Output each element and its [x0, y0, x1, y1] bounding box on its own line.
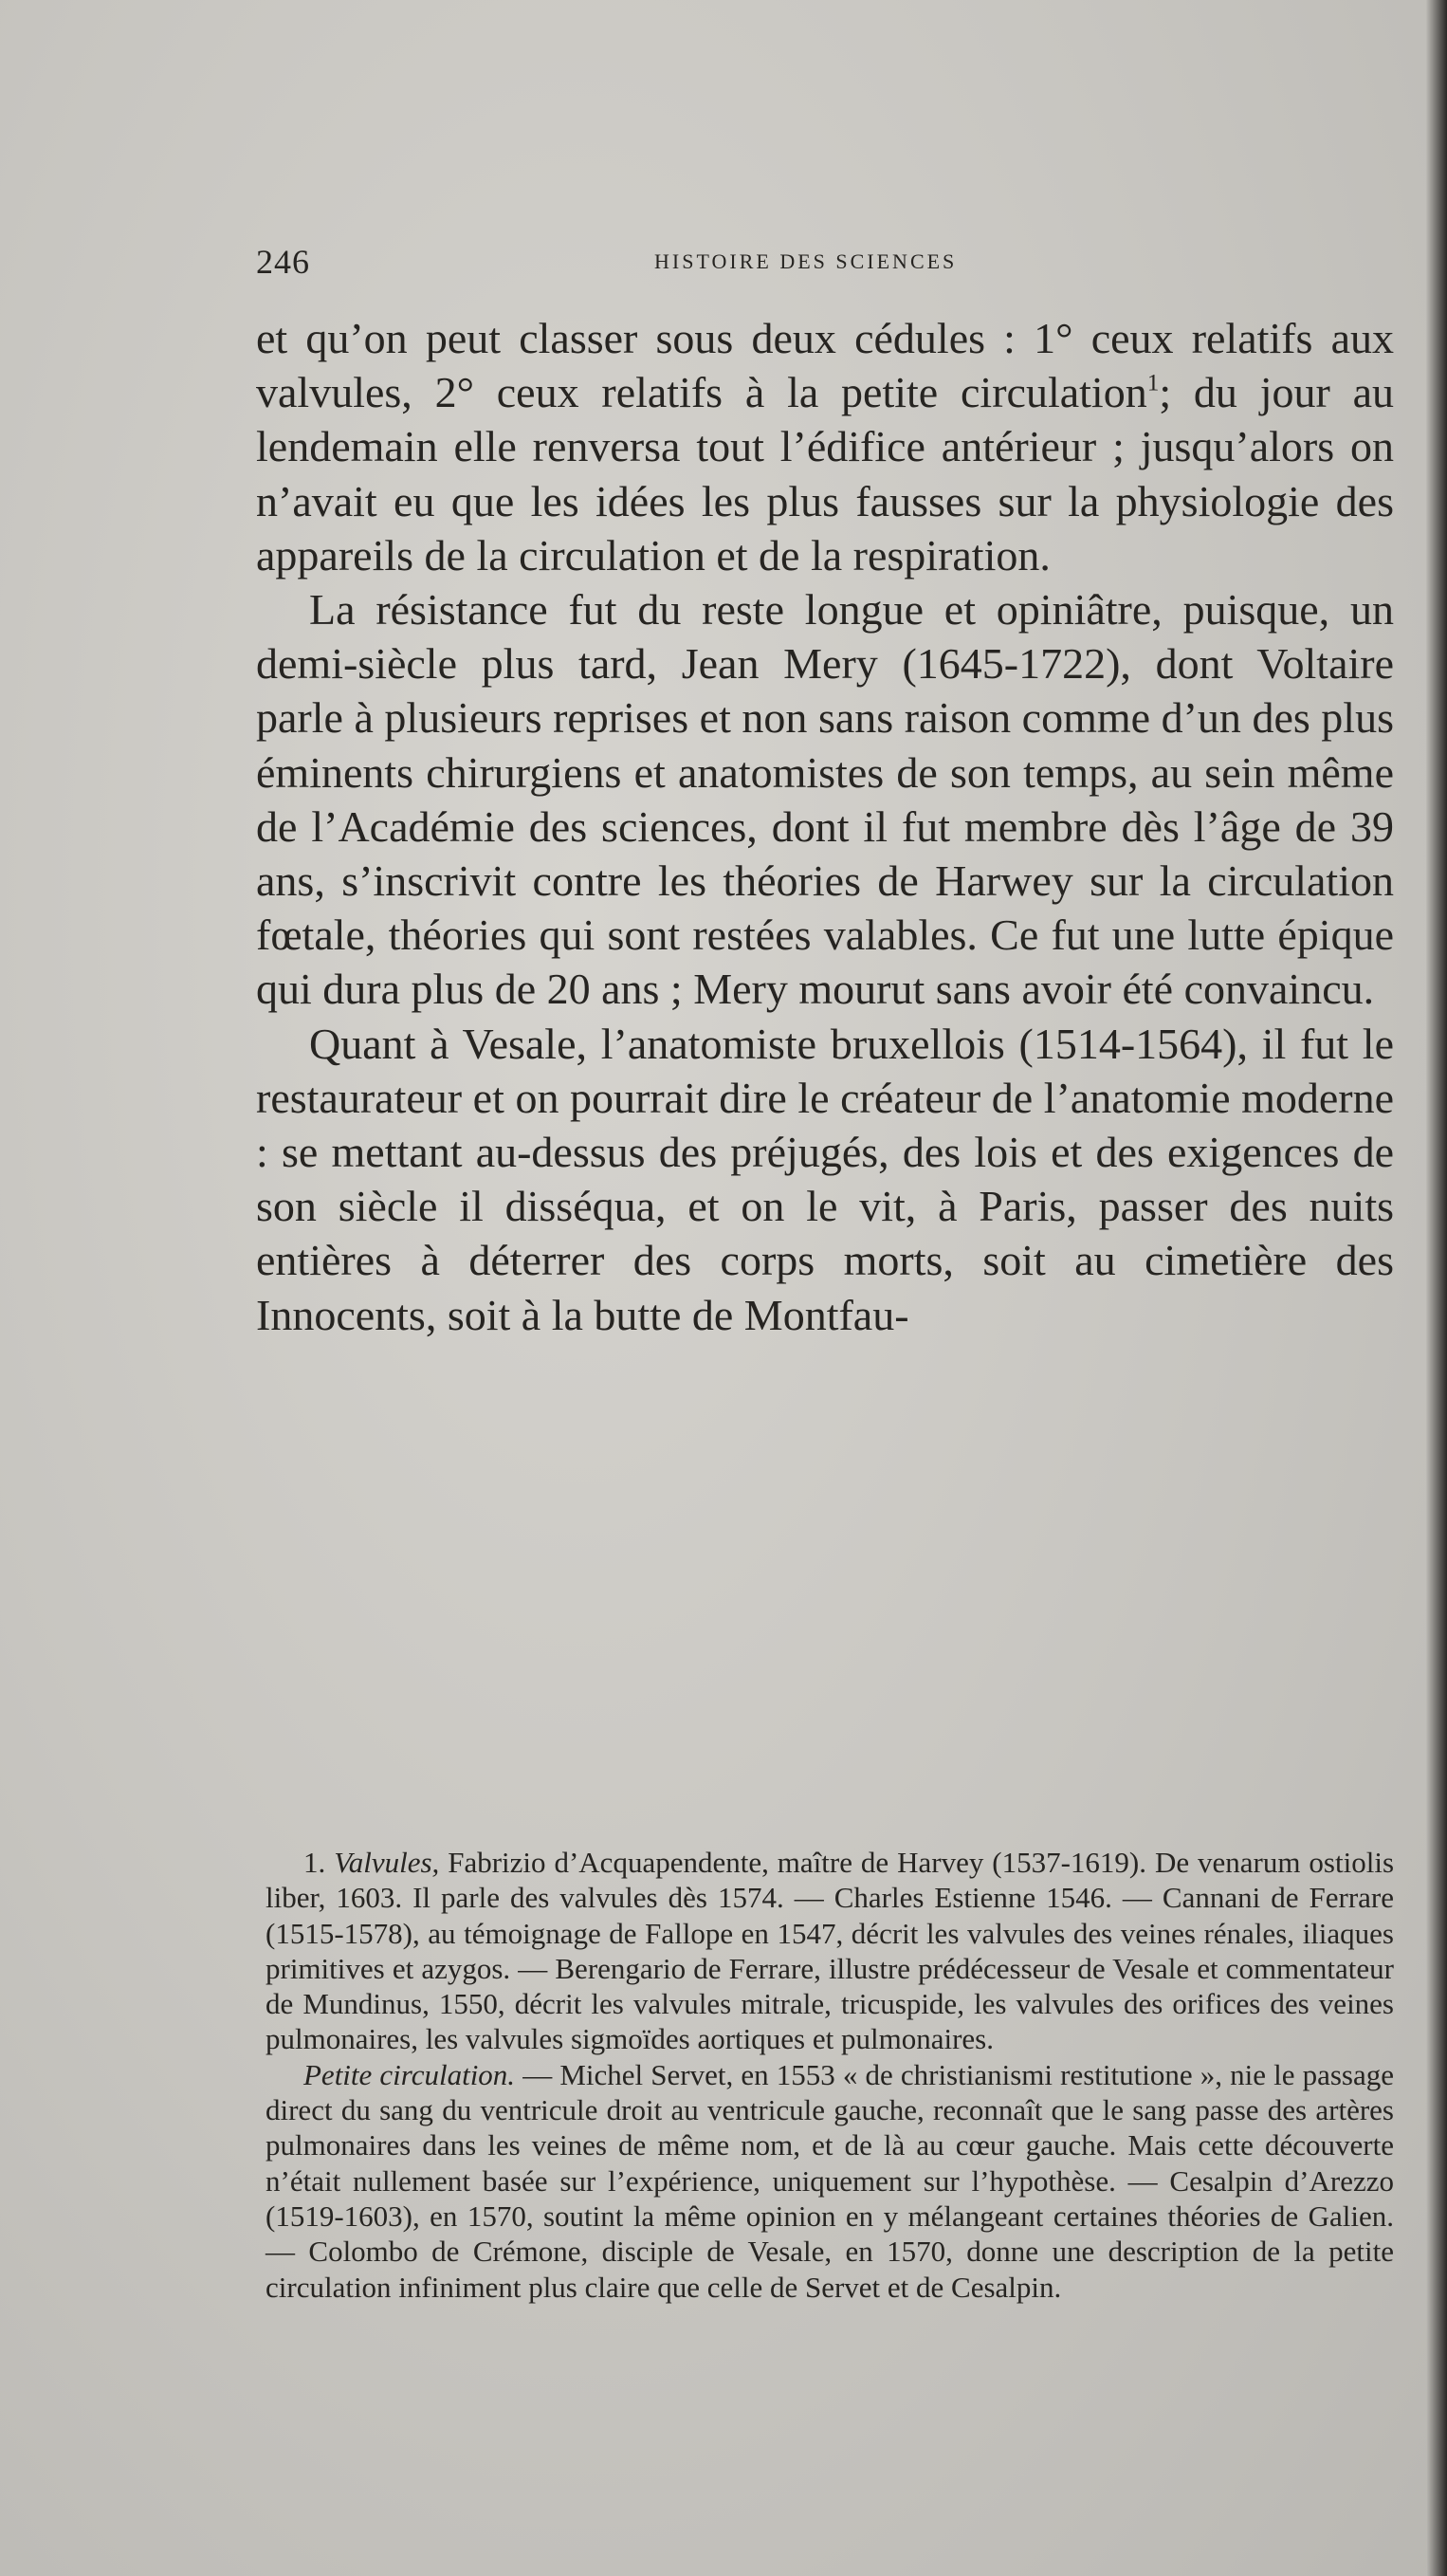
paragraph-3: Quant à Vesale, l’anatomiste bruxellois (1514-1564), il fut le restaurateur et on pourrait dire le créateur de l’anatomie moderne : se mettant au-dessus des préjugés, des lois et des exigences de son siècle il disséqua, et on le vit, à Paris, passer des nuits entières à déterrer des corps morts, soit au cimetière des Innocents, soit à la butte de Montfau- — [256, 1019, 1394, 1339]
footnote-2-title: Petite circulation. — [303, 2057, 516, 2091]
page-header — [256, 242, 1261, 280]
footnote-2-text: — Michel Servet, en 1553 « de christianismi restitutione », nie le passage direct du sang du ventricule droit au ventricule gauche, reconnaît que le sang passe des artères pulmonaires dans les veines de même nom, et de là au cœur gauche. Mais cette découverte n’était nullement basée sur l’expérience, uniquement sur l’hypothèse. — Cesalpin d’Arezzo (1519-1603), en 1570, soutint la même opinion en y mélangeant certaines théories de Galien. — Colombo de Crémone, disciple de Vesale, en 1570, donne une description de la petite circulation infiniment plus claire que celle de Servet et de Cesalpin. — [266, 2057, 1395, 2304]
paragraph-1-text: et qu’on peut classer sous deux cédules : 1° ceux relatifs aux valvules, 2° ceux relatifs à la petite circulation — [256, 314, 1394, 417]
footnote-1-number: 1. — [303, 1846, 326, 1879]
footnotes — [266, 1845, 1394, 2305]
footnote-reference: 1 — [1146, 369, 1160, 396]
paragraph-1 — [256, 311, 1394, 582]
main-text — [256, 311, 1394, 1342]
paragraph-1-rest: ; du jour au lendemain elle renversa tout l’édifice antérieur ; jusqu’alors on n’avait eu que les idées les plus fausses sur la physiologie des appareils de la circulation et de la respiration. — [256, 368, 1395, 580]
footnote-1-title: Valvules, — [334, 1846, 440, 1879]
page-number: 246 — [256, 243, 310, 281]
page-edge-shadow — [1426, 0, 1447, 2576]
running-head: HISTOIRE DES SCIENCES — [654, 249, 958, 273]
paragraph-2: La résistance fut du reste longue et opiniâtre, puisque, un demi-siècle plus tard, Jean Mery (1645-1722), dont Voltaire parle à plusieurs reprises et non sans raison comme d’un des plus éminents chirurgiens et anatomistes de son temps, au sein même de l’Académie des sciences, dont il fut membre dès l’âge de 39 ans, s’inscrivit contre les théories de Harwey sur la circulation fœtale, théories qui sont restées valables. Ce fut une lutte épique qui dura plus de 20 ans ; Mery mourut sans avoir été convaincu. — [256, 585, 1394, 1014]
footnote-1 — [266, 1845, 1394, 2057]
footnote-2 — [266, 2057, 1394, 2305]
footnote-1-text: Fabrizio d’Acquapendente, maître de Harvey (1537-1619). De venarum ostiolis liber, 1603. Il parle des valvules dès 1574. — Charles Estienne 1546. — Cannani de Ferrare (1515-1578), au témoignage de Fallope en 1547, décrit les valvules des veines rénales, iliaques primitives et azygos. — Berengario de Ferrare, illustre prédécesseur de Vesale et commentateur de Mundinus, 1550, décrit les valvules mitrale, tricuspide, les valvules des orifices des veines pulmonaires, les valvules sigmoïdes aortiques et pulmonaires. — [266, 1846, 1395, 2056]
